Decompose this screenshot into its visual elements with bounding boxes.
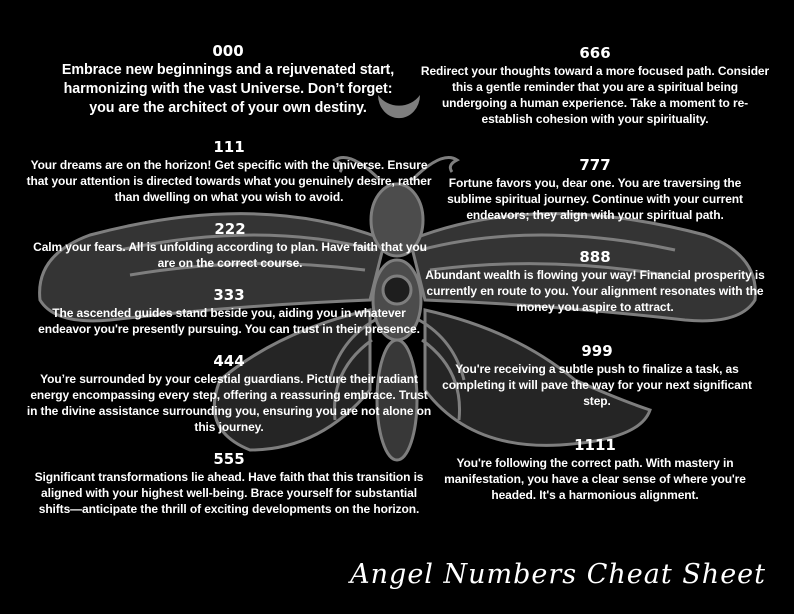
entry-1111 <box>436 436 754 503</box>
entry-text: Calm your fears. All is unfolding according to plan. Have faith that you are on the correct course. <box>33 240 427 270</box>
entry-text: The ascended guides stand beside you, aiding you in whatever endeavor you're presently pursuing. You can trust in their presence. <box>38 306 420 336</box>
entry-222 <box>30 220 430 271</box>
entry-number: 666 <box>579 44 611 62</box>
entry-666 <box>420 44 770 127</box>
entry-text: Fortune favors you, dear one. You are traversing the sublime spiritual journey. Continue with your current endeavors; they align with your spiritual path. <box>447 176 743 222</box>
entry-number: 888 <box>579 248 611 266</box>
entry-000 <box>58 42 398 118</box>
page-title: Angel Numbers Cheat Sheet <box>350 559 766 590</box>
entry-text: Significant transformations lie ahead. Have faith that this transition is aligned with your highest well-being. Brace yourself for substantial shifts—anticipate the thrill of exciting developments on the horizon. <box>34 470 424 516</box>
entry-number: 444 <box>213 352 245 370</box>
entry-777 <box>436 156 754 223</box>
entry-text: You’re surrounded by your celestial guardians. Picture their radiant energy encompassing every step, offering a reassuring embrace. Trust in the divine assistance surrounding you, ensuring you are not alone on this journey. <box>26 372 432 434</box>
entry-111 <box>22 138 436 205</box>
entry-number: 333 <box>213 286 245 304</box>
entry-555 <box>26 450 432 517</box>
entry-text: Your dreams are on the horizon! Get specific with the universe. Ensure that your attention is directed towards what you genuinely desire, rather than dwelling on what you wish to avoid. <box>26 158 432 204</box>
entry-number: 222 <box>214 220 246 238</box>
entry-text: You're following the correct path. With mastery in manifestation, you have a clear sense of where you're headed. It's a harmonious alignment. <box>444 456 746 502</box>
entry-number: 000 <box>212 42 244 60</box>
entry-333 <box>26 286 432 337</box>
entry-number: 999 <box>581 342 613 360</box>
entry-999 <box>440 342 754 409</box>
entry-444 <box>26 352 432 435</box>
entry-text: Abundant wealth is flowing your way! Financial prosperity is currently en route to you. Your alignment resonates with the money you aspire to attract. <box>425 268 765 314</box>
entry-number: 111 <box>213 138 245 156</box>
entry-text: Embrace new beginnings and a rejuvenated start, harmonizing with the vast Universe. Don’t forget: you are the architect of your own destiny. <box>61 62 395 116</box>
entry-text: Redirect your thoughts toward a more focused path. Consider this a gentle reminder that you are a spiritual being undergoing a human experience. Take a moment to re-establish cohesion with your spirituality. <box>420 64 770 126</box>
entry-888 <box>418 248 772 315</box>
entry-text: You're receiving a subtle push to finalize a task, as completing it will pave the way for your next significant step. <box>442 362 752 408</box>
entry-number: 555 <box>213 450 245 468</box>
entry-number: 1111 <box>574 436 616 454</box>
entry-number: 777 <box>579 156 611 174</box>
